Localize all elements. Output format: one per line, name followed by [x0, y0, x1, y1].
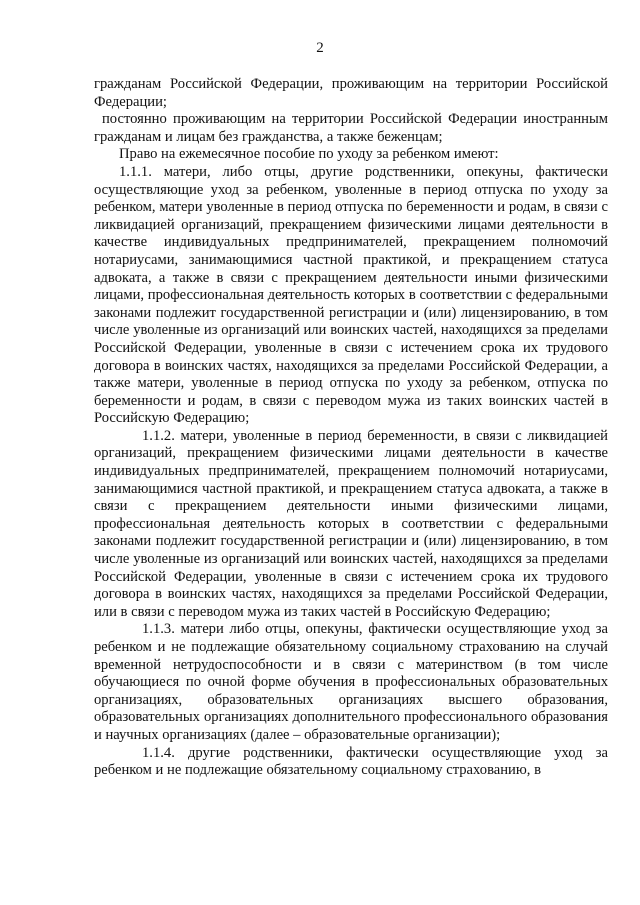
document-body	[94, 76, 608, 780]
paragraph-1-1-2: 1.1.2. матери, уволенные в период беременности, в связи с ликвидацией организаций, прекращением физическими лицами деятельности в качестве индивидуальных предпринимателей, прекращением полномочий нотариусами, занимающимися частной практикой, и прекращением статуса адвоката, а также в связи с прекращением деятельности иными физическими лицами, профессиональная деятельность которых в соответствии с федеральными законами подлежит государственной регистрации и (или) лицензированию, в том числе уволенные из организаций или воинских частей, находящихся за пределами Российской Федерации, уволенные в связи с истечением срока их трудового договора в воинских частях, находящихся за пределами Российской Федерации, или в связи с переводом мужа из таких частей в Российскую Федерацию;	[94, 427, 608, 620]
paragraph-1-1-4: 1.1.4. другие родственники, фактически осуществляющие уход за ребенком и не подлежащие обязательному социальному страхованию, в	[94, 744, 608, 779]
paragraph-1-1-3: 1.1.3. матери либо отцы, опекуны, фактически осуществляющие уход за ребенком и не подлежащие обязательному социальному страхованию на случай временной нетрудоспособности и в связи с материнством (в том числе обучающиеся по очной форме обучения в профессиональных образовательных организациях, образовательных организациях высшего образования, образовательных организациях дополнительного профессионального образования и научных организациях (далее – образовательные организации);	[94, 621, 608, 743]
paragraph-right-to-allowance: Право на ежемесячное пособие по уходу за ребенком имеют:	[119, 146, 499, 163]
paragraph-citizens-rf: гражданам Российской Федерации, проживающим на территории Российской Федерации;	[94, 76, 608, 110]
paragraph-foreign-citizens: постоянно проживающим на территории Российской Федерации иностранным гражданам и лицам без гражданства, а также беженцам;	[94, 111, 608, 145]
page-number: 2	[316, 40, 324, 56]
paragraph-1-1-1: 1.1.1. матери, либо отцы, другие родственники, опекуны, фактически осуществляющие уход за ребенком, уволенные в период отпуска по уходу за ребенком, матери уволенные в период отпуска по беременности и родам, в связи с ликвидацией организаций, прекращением физическими лицами деятельности в качестве индивидуальных предпринимателей, прекращением полномочий нотариусами, занимающимися частной практикой, и прекращением статуса адвоката, а также в связи с прекращением деятельности иными физическими лицами, профессиональная деятельность которых в соответствии с федеральными законами подлежит государственной регистрации и (или) лицензированию, в том числе уволенные из организаций или воинских частей, находящихся за пределами Российской Федерации, уволенные в связи с истечением срока их трудового договора в воинских частях, находящихся за пределами Российской Федерации, а также матери, уволенные в период отпуска по уходу за ребенком, отпуска по беременности и родам, в связи с переводом мужа из таких воинских частей в Российскую Федерацию;	[94, 163, 608, 427]
